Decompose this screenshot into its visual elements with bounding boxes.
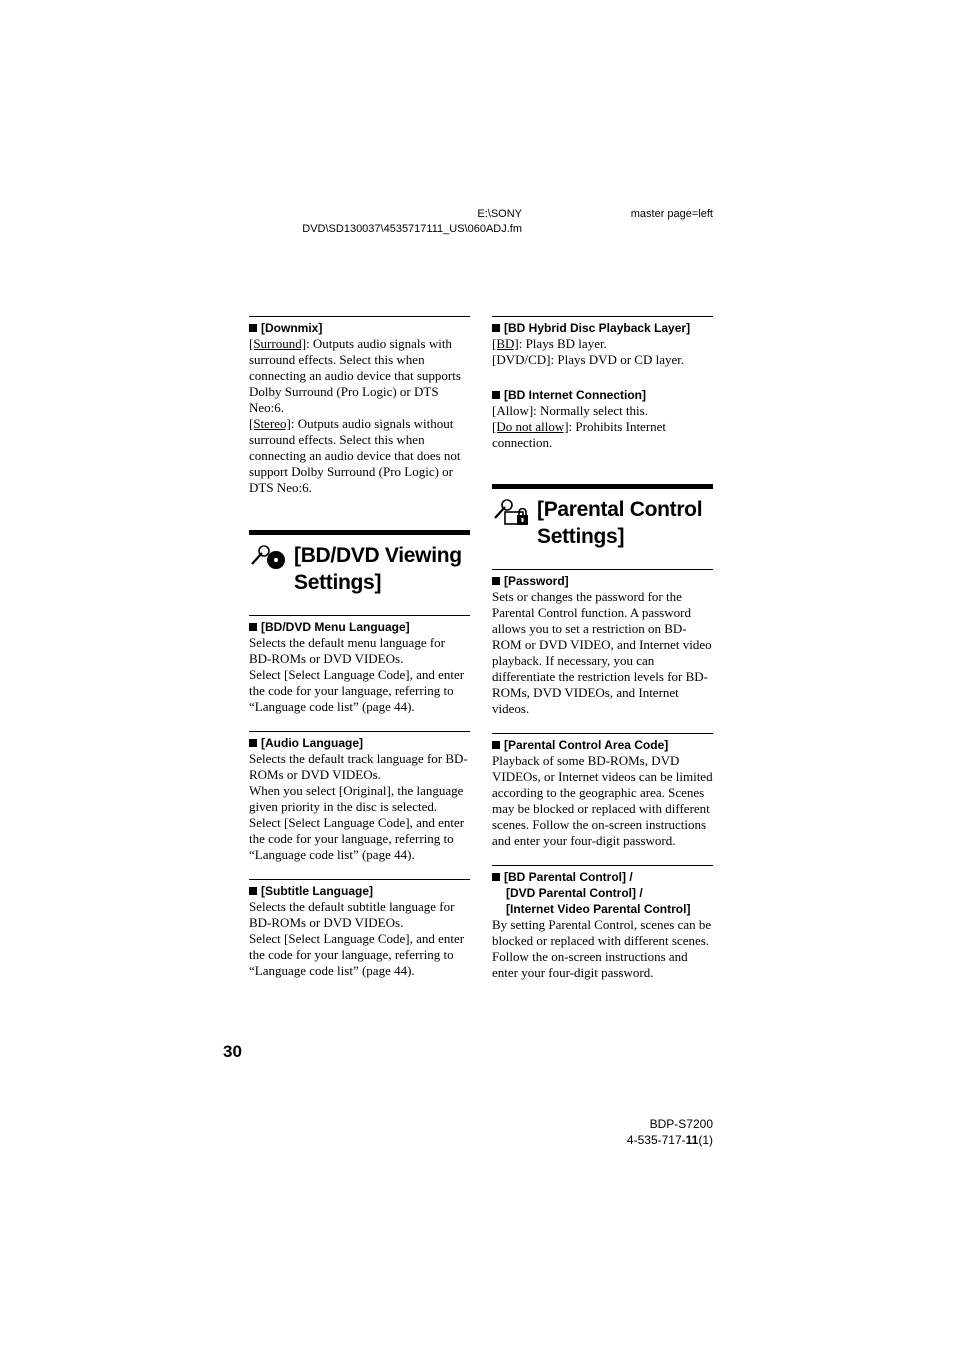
document-code: 4-535-717-11(1) [626, 1133, 713, 1147]
subtitle-language-text: Selects the default subtitle language for BD-ROMs or DVD VIDEOs. [249, 899, 455, 930]
audio-language-text-2: When you select [Original], the language given priority in the disc is selected. [249, 783, 464, 814]
bullet-square-icon [492, 741, 500, 749]
do-not-allow-option: [Do not allow] [492, 419, 569, 434]
bd-parental-section [492, 865, 713, 981]
bd-parental-title-3: [Internet Video Parental Control] [506, 902, 691, 916]
hybrid-title: [BD Hybrid Disc Playback Layer] [504, 321, 691, 335]
bd-parental-title-2: [DVD Parental Control] / [506, 886, 643, 900]
wrench-disc-icon [249, 544, 289, 570]
password-text: Sets or changes the password for the Parental Control function. A password allows you to set a restriction on BD-ROM or DVD VIDEO, and Internet video playback. If necessary, you can differentiate the restriction levels for BD-ROMs, DVD VIDEOs, and Internet videos. [492, 589, 712, 716]
area-code-text: Playback of some BD-ROMs, DVD VIDEOs, or Internet videos can be limited according to the geographic area. Scenes may be blocked or replaced with different scenes. Follow the on-screen instructions and enter your four-digit password. [492, 753, 713, 848]
bullet-square-icon [492, 873, 500, 881]
dvd-cd-option: [DVD/CD] [492, 352, 551, 367]
audio-language-text: Selects the default track language for BD-ROMs or DVD VIDEOs. [249, 751, 468, 782]
audio-language-section [249, 731, 470, 879]
bd-parental-title-1: [BD Parental Control] / [504, 870, 633, 884]
bd-dvd-viewing-heading [249, 530, 470, 596]
downmix-surround-text: [Surround]: Outputs audio signals with surround effects. Select this when connecting an audio device that supports Dolby Surround (Pro Logic) or DTS Neo:6. [249, 336, 461, 415]
menu-language-section [249, 615, 470, 731]
allow-option: [Allow] [492, 403, 534, 418]
bullet-square-icon [492, 324, 500, 332]
surround-option: [Surround] [249, 336, 307, 351]
master-page-label: master page=left [630, 208, 713, 220]
downmix-stereo-text: [Stereo]: Outputs audio signals without surround effects. Select this when connecting an audio device that does not support Dolby Surround (Pro Logic) or DTS Neo:6. [249, 416, 461, 495]
page-number: 30 [223, 1042, 242, 1061]
password-section [492, 569, 713, 733]
downmix-title: [Downmix] [261, 321, 323, 335]
stereo-option: [Stereo] [249, 416, 291, 431]
bullet-square-icon [249, 739, 257, 747]
subtitle-language-title: [Subtitle Language] [261, 884, 373, 898]
audio-language-title: [Audio Language] [261, 736, 363, 750]
hybrid-section: [BD Hybrid Disc Playback Layer] [BD]: Plays BD layer. [DVD/CD]: Plays DVD or CD layer. [492, 316, 713, 387]
area-code-title: [Parental Control Area Code] [504, 738, 669, 752]
area-code-section [492, 733, 713, 865]
password-title: [Password] [504, 574, 569, 588]
menu-language-title: [BD/DVD Menu Language] [261, 620, 410, 634]
parental-control-heading [492, 484, 713, 550]
menu-language-text-2: Select [Select Language Code], and enter the code for your language, referring to “Language code list” (page 44). [249, 667, 465, 714]
left-column [249, 316, 470, 979]
bullet-square-icon [249, 623, 257, 631]
file-path-line-2: DVD\SD130037\4535717111_US\060ADJ.fm [302, 223, 522, 235]
right-column [492, 316, 713, 981]
internet-title: [BD Internet Connection] [504, 388, 646, 402]
downmix-section [249, 316, 470, 530]
bullet-square-icon [492, 577, 500, 585]
bd-option: [BD] [492, 336, 519, 351]
bullet-square-icon [492, 391, 500, 399]
menu-language-text: Selects the default menu language for BD-ROMs or DVD VIDEOs. [249, 635, 446, 666]
subtitle-language-text-2: Select [Select Language Code], and enter the code for your language, referring to “Language code list” (page 44). [249, 931, 465, 978]
bullet-square-icon [249, 887, 257, 895]
audio-language-text-3: Select [Select Language Code], and enter the code for your language, referring to “Language code list” (page 44). [249, 815, 465, 862]
bd-dvd-viewing-title: [BD/DVD Viewing Settings] [294, 544, 462, 594]
bd-parental-text: By setting Parental Control, scenes can be blocked or replaced with different scenes. Follow the on-screen instructions and enter your four-digit password. [492, 917, 712, 980]
file-path-line-1: E:\SONY [477, 208, 522, 220]
wrench-lock-icon [492, 498, 532, 526]
subtitle-language-section [249, 879, 470, 979]
file-path [290, 207, 522, 237]
parental-control-title: [Parental Control Settings] [537, 498, 703, 548]
bullet-square-icon [249, 324, 257, 332]
model-number: BDP-S7200 [649, 1117, 713, 1131]
internet-section: [BD Internet Connection] [Allow]: Normally select this. [Do not allow]: Prohibits Internet connection. [492, 388, 667, 450]
